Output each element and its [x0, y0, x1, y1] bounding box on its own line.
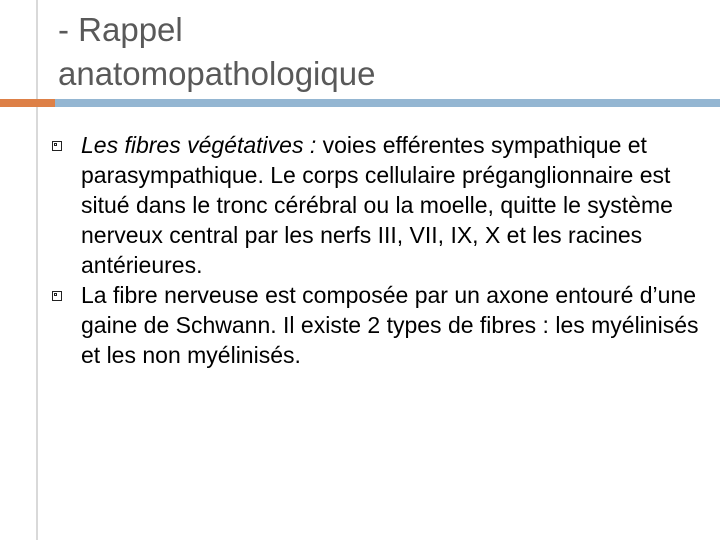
left-margin-rule — [36, 0, 38, 540]
bullet-emphasis: Les fibres végétatives : — [81, 132, 317, 158]
bullet-item — [50, 280, 700, 370]
title-underline — [55, 99, 720, 107]
bullet-text: voies efférentes sympathique et parasympathique. Le corps cellulaire préganglionnaire est situé dans le tronc cérébral ou la moelle, quitte le système nerveux central par les nerfs III, VII, IX, X et les racines antérieures. — [81, 132, 673, 278]
checkbox-bullet-icon — [52, 291, 62, 301]
bullet-item — [50, 130, 700, 280]
title-underline-accent — [0, 99, 55, 107]
bullet-list — [50, 130, 700, 370]
slide-title: - Rappel anatomopathologique — [58, 11, 376, 92]
bullet-text: La fibre nerveuse est composée par un axone entouré d’une gaine de Schwann. Il existe 2 types de fibres : les myélinisés et les non myélinisés. — [81, 282, 699, 368]
checkbox-bullet-icon — [52, 141, 62, 151]
